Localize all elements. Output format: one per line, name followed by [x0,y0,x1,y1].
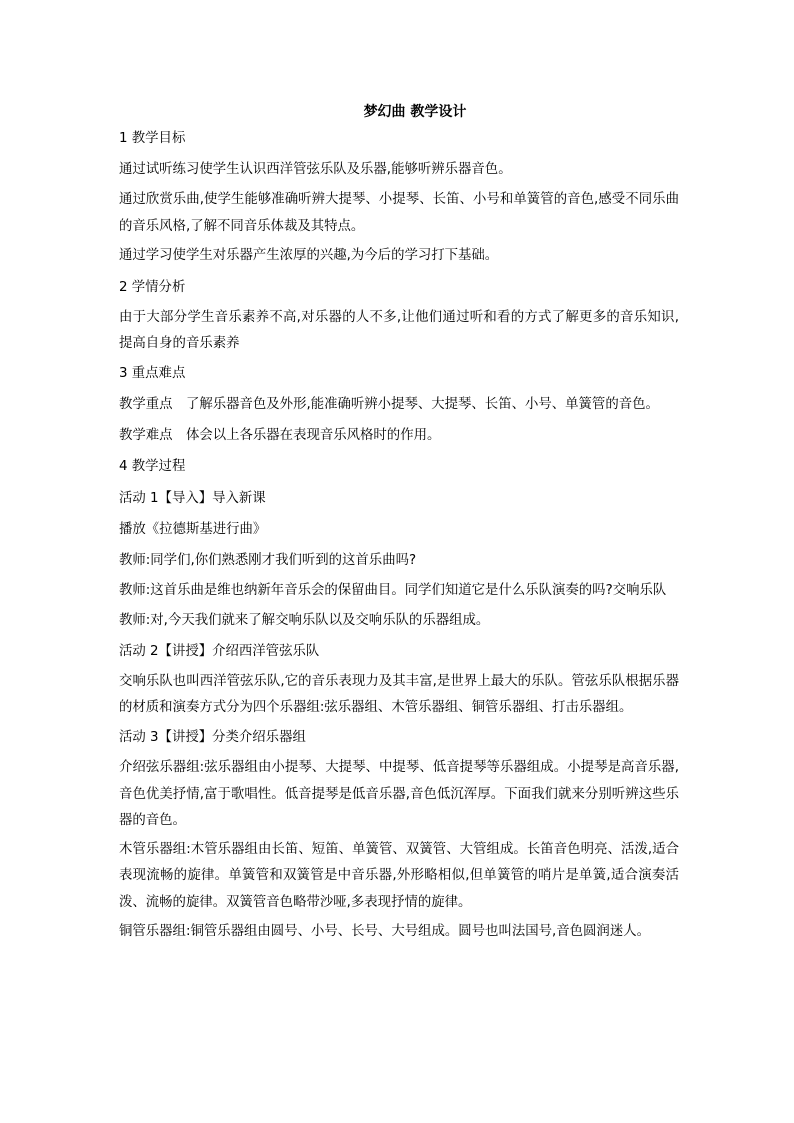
key-point-paragraph: 教学重点 了解乐器音色及外形,能准确听辨小提琴、大提琴、长笛、小号、单簧管的音色。 [119,396,659,412]
woodwinds-paragraph: 木管乐器组:木管乐器组由长笛、短笛、单簧管、双簧管、大管组成。长笛音色明亮、活泼,适合表现流畅的旋律。单簧管和双簧管是中音乐器,外形略相似,但单簧管的哨片是单簧,适合演奏活泼、流畅的旋律。双簧管音色略带沙哑,多表现抒情的旋律。 [119,841,679,910]
heading-teaching-process: 4 教学过程 [119,459,186,475]
heading-student-analysis: 2 学情分析 [119,279,186,295]
heading-teaching-goals: 1 教学目标 [119,131,186,146]
orchestra-paragraph: 交响乐队也叫西洋管弦乐队,它的音乐表现力及其丰富,是世界上最大的乐队。管弦乐队根据乐器的材质和演奏方式分为四个乐器组:弦乐器组、木管乐器组、铜管乐器组、打击乐器组。 [119,673,679,716]
activity-2-heading: 活动 2【讲授】介绍西洋管弦乐队 [119,643,320,659]
difficulty-paragraph: 教学难点 体会以上各乐器在表现音乐风格时的作用。 [119,428,441,444]
goal-paragraph-2: 通过欣赏乐曲,使学生能够准确听辨大提琴、小提琴、长笛、小号和单簧管的音色,感受不同乐曲的音乐风格,了解不同音乐体裁及其特点。 [119,192,679,234]
strings-paragraph: 介绍弦乐器组:弦乐器组由小提琴、大提琴、中提琴、低音提琴等乐器组成。小提琴是高音乐器,音色优美抒情,富于歌唱性。低音提琴是低音乐器,音色低沉浑厚。下面我们就来分别听辨这些乐器的音色。 [119,760,679,829]
heading-key-points: 3 重点难点 [119,365,186,381]
document-title: 梦幻曲 教学设计 [363,104,467,120]
activity-1-play: 播放《拉德斯基进行曲》 [119,521,267,537]
teacher-line-3: 教师:对,今天我们就来了解交响乐队以及交响乐队的乐器组成。 [119,612,490,628]
analysis-paragraph: 由于大部分学生音乐素养不高,对乐器的人不多,让他们通过听和看的方式了解更多的音乐知识,提高自身的音乐素养 [119,309,679,352]
teacher-line-1: 教师:同学们,你们熟悉刚才我们听到的这首乐曲吗? [119,552,417,568]
activity-1-heading: 活动 1【导入】导入新课 [119,490,266,506]
brass-paragraph: 铜管乐器组:铜管乐器组由圆号、小号、长号、大号组成。圆号也叫法国号,音色圆润迷人。 [119,924,650,940]
teacher-line-2: 教师:这首乐曲是维也纳新年音乐会的保留曲目。同学们知道它是什么乐队演奏的吗?交响乐队 [119,583,667,599]
activity-3-heading: 活动 3【讲授】分类介绍乐器组 [119,729,306,745]
goal-paragraph-3: 通过学习使学生对乐器产生浓厚的兴趣,为今后的学习打下基础。 [119,248,499,264]
goal-paragraph-1: 通过试听练习使学生认识西洋管弦乐队及乐器,能够听辨乐器音色。 [119,162,512,178]
document-page [119,102,679,953]
